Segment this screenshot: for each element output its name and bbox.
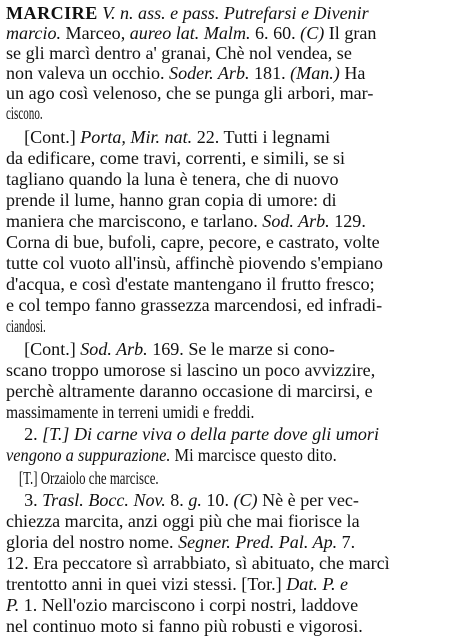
- text-line: [6, 232, 462, 254]
- text-line: [6, 617, 462, 639]
- text-line: [6, 575, 462, 597]
- text-span: Corna di bue, bufoli, capre, pecore, e castrato, volte: [6, 233, 380, 253]
- text-line: [6, 381, 462, 403]
- text-line: [6, 596, 462, 618]
- italic-text: Dat. P. e: [286, 575, 349, 595]
- text-span: [T.] Orzaiolo che marcisce.: [6, 469, 159, 489]
- italic-text: (Man.): [290, 64, 340, 84]
- italic-text: vengono a suppurazione.: [6, 446, 171, 466]
- headword: MARCIRE: [6, 4, 98, 24]
- text-line: [6, 295, 462, 317]
- text-line: [6, 169, 462, 191]
- italic-text: V. n. ass. e pass. Putrefarsi e Divenir: [102, 4, 369, 24]
- italic-text: g.: [188, 491, 202, 511]
- text-line: [6, 127, 462, 149]
- text-span: d'acqua, e così d'estate mantengano il frutto fresco;: [6, 275, 375, 295]
- text-span: 1. Nell'ozio marciscono i corpi nostri, laddove: [19, 596, 359, 616]
- text-span: gloria del nostro nome.: [6, 533, 179, 553]
- italic-text: marcio.: [6, 24, 62, 44]
- text-span: scano troppo umorose si lascino un poco avvizzire,: [6, 361, 376, 381]
- text-span: Il gran: [324, 24, 377, 44]
- text-span: 7.: [337, 533, 356, 553]
- text-line: [6, 23, 462, 45]
- italic-text: Segner. Pred. Pal. Ap.: [178, 533, 338, 553]
- text-line: [6, 339, 462, 361]
- text-span: perchè altramente daranno occasione di marcirsi, e: [6, 382, 373, 402]
- text-line: [6, 64, 462, 86]
- text-line: [6, 425, 462, 447]
- text-span: non valeva un occhio.: [6, 64, 170, 84]
- text-span: Ha: [339, 64, 366, 84]
- text-line: [6, 104, 286, 126]
- text-line: [6, 190, 462, 212]
- text-span: 8.: [165, 491, 189, 511]
- text-span: 10.: [201, 491, 234, 511]
- text-line: [6, 512, 462, 534]
- italic-text: Sod. Arb.: [80, 340, 148, 360]
- text-line: [6, 274, 462, 296]
- italic-text: aureo lat. Malm.: [129, 24, 251, 44]
- text-span: 6. 60.: [250, 24, 301, 44]
- text-span: [Cont.]: [6, 128, 81, 148]
- text-line: [6, 43, 462, 65]
- text-span: 12. Era peccatore sì arrabbiato, sì abituato, che marcì: [6, 554, 390, 574]
- text-span: massimamente in terreni umidi e freddi.: [6, 403, 255, 423]
- text-span: 22. Tutti i legnami: [192, 128, 331, 148]
- text-line: [6, 211, 462, 233]
- text-span: un ago così velenoso, che se punga gli arbori, mar-: [6, 84, 374, 104]
- text-line: [6, 148, 462, 170]
- text-span: 181.: [249, 64, 291, 84]
- italic-text: (C): [233, 491, 258, 511]
- italic-text: Trasl. Bocc. Nov.: [42, 491, 166, 511]
- text-span: 169. Se le marze si cono-: [147, 340, 335, 360]
- text-span: da edificare, come travi, correnti, e simili, se si: [6, 149, 346, 169]
- text-span: chiezza marcita, anzi oggi più che mai fiorisce la: [6, 512, 360, 532]
- text-span: nel continuo moto si fanno più robusti e vigorosi.: [6, 617, 363, 637]
- italic-text: Sod. Arb.: [262, 212, 330, 232]
- text-span: maniera che marciscono, e tarlano.: [6, 212, 263, 232]
- text-span: tutte col vuoto all'insù, affinchè piovendo s'empiano: [6, 254, 383, 274]
- text-span: ciscono.: [6, 104, 43, 124]
- text-span: [Cont.]: [6, 340, 81, 360]
- text-span: 2.: [6, 425, 43, 445]
- text-line: [6, 3, 462, 25]
- text-span: 129.: [329, 212, 366, 232]
- italic-text: [T.]: [42, 425, 70, 445]
- text-line: [6, 533, 462, 555]
- italic-text: Di carne viva o della parte dove gli umori: [73, 425, 379, 445]
- text-span: Marceo,: [61, 24, 130, 44]
- text-span: 3.: [6, 491, 43, 511]
- text-line: [6, 360, 462, 382]
- text-span: trentotto anni in quei vizi stessi. [Tor.]: [6, 575, 287, 595]
- text-line: [6, 446, 420, 468]
- text-span: Nè è per vec-: [257, 491, 359, 511]
- text-line: [6, 469, 330, 491]
- text-line: [6, 491, 462, 513]
- text-span: e col tempo fanno grassezza marcendosi, ed infradi-: [6, 296, 383, 316]
- text-line: [6, 316, 286, 338]
- text-line: [6, 554, 462, 576]
- text-span: prende il lume, hanno gran copia di umore: di: [6, 191, 337, 211]
- italic-text: P.: [6, 596, 20, 616]
- italic-text: (C): [300, 24, 325, 44]
- italic-text: Porta, Mir. nat.: [80, 128, 193, 148]
- text-span: tagliano quando la luna è tenera, che di nuovo: [6, 170, 339, 190]
- italic-text: Soder. Arb.: [169, 64, 250, 84]
- text-line: [6, 253, 462, 275]
- text-span: ciandosi.: [6, 317, 46, 337]
- text-line: [6, 402, 398, 424]
- text-span: Mi marcisce questo dito.: [170, 446, 337, 466]
- text-line: [6, 84, 462, 106]
- text-span: se gli marcì dentro a' granai, Chè nol vendea, se: [6, 44, 352, 64]
